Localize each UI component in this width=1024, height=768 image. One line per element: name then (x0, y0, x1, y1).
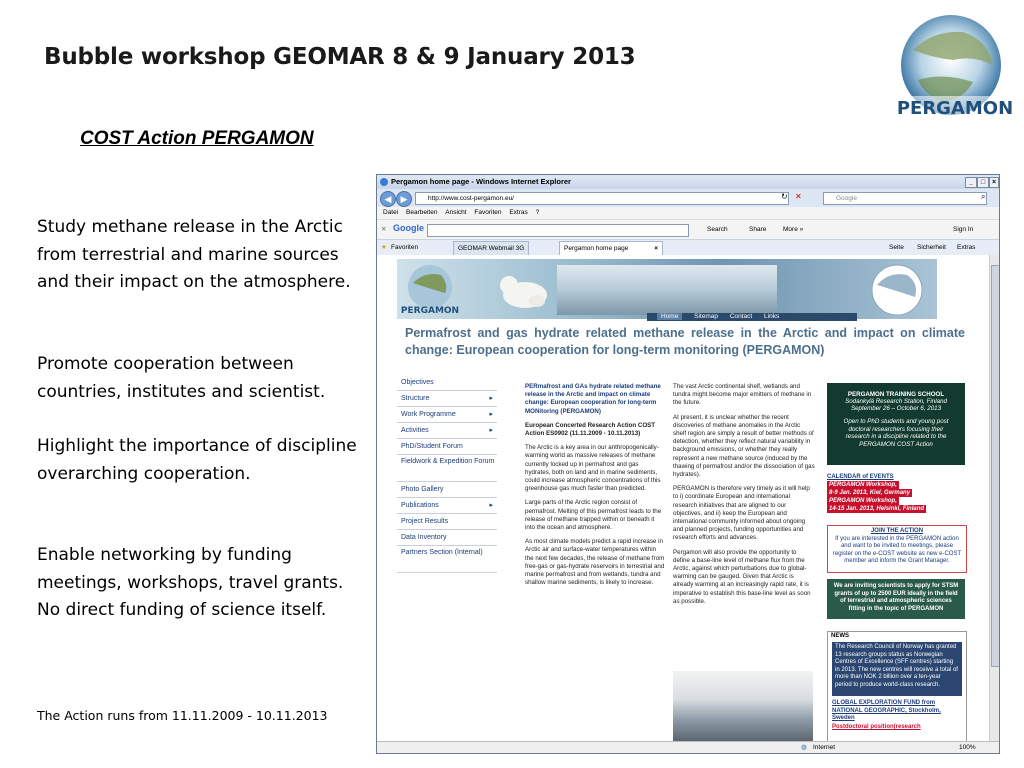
menu-favorites[interactable]: Favoriten (474, 209, 502, 216)
tab-pergamon-home[interactable] (559, 241, 663, 255)
event-badge[interactable]: 14-15 Jan. 2013, Helsinki, Finland (829, 506, 925, 512)
nav-contact[interactable]: Contact (729, 313, 753, 320)
training-school-box[interactable] (827, 383, 965, 465)
tab-label: Pergamon home page (564, 245, 629, 252)
sign-in-link[interactable]: Sign In (953, 226, 974, 233)
favorites-button[interactable]: Favoriten (391, 244, 419, 251)
nav-links[interactable]: Links (764, 313, 780, 320)
left-nav-data-inventory[interactable]: Data Inventory (397, 530, 497, 546)
google-search-input[interactable] (427, 224, 689, 237)
training-title: PERGAMON TRAINING SCHOOL (847, 391, 945, 398)
site-banner (397, 259, 937, 319)
cmd-page[interactable]: Seite (889, 244, 904, 251)
cmd-security[interactable]: Sicherheit (917, 244, 946, 251)
glacier-image (557, 265, 777, 315)
body-paragraph: At present, it is unclear whether the recent discoveries of methane anomalies in the Arctic shelf region are simply a result of better methods of detection, whether they reflect natural variability in background emissions, or whether they really represent a new methane source (induced by the thawing of permafrost and/or the dissociation of gas hydrates). (673, 413, 815, 479)
tab-geomar-webmail[interactable]: GEOMAR Webmail 3G (453, 241, 529, 255)
close-window-button[interactable]: × (989, 177, 999, 188)
body-paragraph: As most climate models predict a rapid increase in Arctic air and surface-water temperatures within the next few decades, the release of methane from free-gas or gas-hydrate reservoirs in terrestrial and marine permafrost and from wetlands, tundra and shallow marine sediments, is likely to increase. (525, 538, 665, 587)
left-nav-partners[interactable]: Partners Section (Internal) (397, 546, 497, 573)
menu-tools[interactable]: Extras (509, 209, 528, 216)
training-dates: September 26 – October 6, 2013 (850, 405, 942, 412)
forward-button[interactable]: ▶ (396, 191, 412, 207)
refresh-icon[interactable]: ↻ (781, 192, 788, 201)
pergamon-logo (893, 10, 1015, 128)
address-bar (377, 189, 999, 207)
body-paragraph: The vast Arctic continental shelf, wetlands and tundra might become major emitters of methane in the future. (673, 383, 812, 407)
body-paragraph: Pergamon will also provide the opportunity to define a base-line level of methane flux from the Arctic, against which perturbations due to global-warming can be gauged. Given that Arctic is already warming at an increasingly rapid rate, it is imperative to establish this base-line level as soon as possible. (673, 548, 811, 605)
pergamon-site-logo[interactable] (401, 263, 459, 317)
chevron-right-icon: ▸ (489, 502, 493, 509)
left-nav-phd-forum[interactable]: PhD/Student Forum (397, 439, 497, 455)
close-toolbar-icon[interactable]: ✕ (381, 226, 387, 233)
arctic-globe-image (867, 263, 927, 317)
left-nav-activities[interactable]: Activities ▸ (397, 423, 497, 439)
arctic-birds-photo (673, 671, 813, 741)
chevron-right-icon: ▸ (489, 427, 493, 434)
window-title: Pergamon home page - Windows Internet Explorer (391, 177, 571, 186)
polar-bear-image (495, 265, 555, 315)
cmd-tools[interactable]: Extras (957, 244, 976, 251)
stsm-invite-box[interactable] (827, 579, 965, 619)
body-paragraph: The Arctic is a key area in our anthropogenically-warming world as massive releases of methane currently locked up in permafrost and gas hydrates, both on land and in marine sediments, could increase atmospheric concentrations of this greenhouse gas much faster than predicted. (525, 444, 661, 493)
calendar-link[interactable]: CALENDAR of EVENTS (827, 474, 894, 480)
news-item[interactable]: The Research Council of Norway has granted 13 research groups status as Norwegian Centres of Excellence (SFF centres) starting in 2013. The new centres will receive a total of more than NOK 2 billion over a ten-year period to produce world-class research. (832, 642, 962, 696)
google-toolbar (377, 219, 999, 240)
svg-text:PERGAMON: PERGAMON (401, 306, 459, 316)
news-box (827, 631, 967, 742)
join-the-action-box (827, 525, 967, 573)
vertical-scrollbar[interactable] (989, 255, 1000, 742)
left-nav-project-results[interactable]: Project Results (397, 514, 497, 530)
menu-view[interactable]: Ansicht (445, 209, 467, 216)
intro-text: PERmafrost and GAs hydrate related methane release in the Arctic and impact on climate change: European cooperation for long-term MONitoring (PERGAMON) (525, 383, 661, 415)
star-icon: ★ (381, 244, 387, 251)
menu-bar (377, 207, 999, 219)
window-titlebar (377, 175, 999, 189)
slide-title: Bubble workshop GEOMAR 8 & 9 January 2013 (44, 44, 636, 70)
page-viewport (377, 255, 989, 742)
body-paragraph: Large parts of the Arctic region consist of permafrost. Melting of this permafrost leads to the release of methane trapped within or beneath it into the ocean and atmosphere. (525, 499, 662, 532)
training-place: Sodankylä Research Station, Finland (845, 398, 947, 405)
share-button[interactable]: Share (749, 226, 767, 233)
search-icon[interactable]: ⌕ (981, 192, 986, 201)
menu-file[interactable]: Datei (383, 209, 399, 216)
objective-paragraph: Enable networking by funding meetings, workshops, travel grants. No direct funding of science itself. (37, 545, 344, 620)
left-nav-fieldwork[interactable]: Fieldwork & Expedition Forum (397, 455, 497, 482)
objective-paragraph: Study methane release in the Arctic from terrestrial and marine sources and their impact on the atmosphere. (37, 217, 351, 292)
favorites-bar (377, 239, 999, 256)
join-text: If you are interested in the PERGAMON action and want to be invited to meetings, please register on the e-COST website as new e-COST member and inform the Grant Manager. (832, 535, 962, 564)
chevron-right-icon: ▸ (489, 395, 493, 402)
action-period-note: The Action runs from 11.11.2009 - 10.11.2013 (37, 708, 328, 723)
event-badge[interactable]: PERGAMON Workshop, (829, 482, 897, 488)
event-badge[interactable]: PERGAMON Workshop, (829, 498, 897, 504)
left-nav-photo-gallery[interactable]: Photo Gallery (397, 482, 497, 498)
site-top-nav (647, 313, 857, 321)
maximize-button[interactable]: □ (977, 177, 989, 188)
objective-paragraph: Promote cooperation between countries, institutes and scientist. (37, 354, 326, 402)
more-button[interactable]: More » (783, 226, 804, 233)
news-link[interactable]: Postdoctoral position(research (832, 724, 921, 730)
news-title: NEWS (831, 633, 849, 639)
close-tab-icon[interactable]: × (654, 245, 658, 252)
zone-label: Internet (813, 744, 836, 751)
google-brand: Google (393, 223, 424, 233)
objective-paragraph: Highlight the importance of discipline overarching cooperation. (37, 436, 357, 484)
left-nav-publications[interactable]: Publications ▸ (397, 498, 497, 514)
calendar-of-events (827, 473, 965, 513)
menu-edit[interactable]: Bearbeiten (406, 209, 438, 216)
nav-home[interactable]: Home (657, 313, 682, 320)
news-link[interactable]: GLOBAL EXPLORATION FUND from NATIONAL GEOGRAPHIC, Stockholm, Sweden (832, 700, 941, 721)
invite-text: We are inviting scientists to apply for STSM grants of up to 2500 EUR ideally in the field of terrestrial and atmospheric sciences fitting in the topic of PERGAMON (833, 583, 959, 612)
google-search-button[interactable]: Search (707, 226, 728, 233)
menu-help[interactable]: ? (535, 209, 540, 216)
globe-icon: ◍ (801, 744, 807, 751)
status-bar (377, 741, 999, 754)
back-button[interactable]: ◀ (380, 191, 396, 207)
chevron-right-icon: ▸ (489, 411, 493, 418)
content-column-2 (673, 383, 815, 612)
ie-icon (380, 178, 388, 186)
training-text: Open to PhD students and young post doctoral researchers focusing their research in a discipline related to the PERGAMON COST Action (843, 418, 949, 448)
zoom-level[interactable]: 100% (959, 744, 976, 751)
content-column-1 (525, 383, 665, 593)
nav-sitemap[interactable]: Sitemap (694, 313, 719, 320)
left-nav-structure[interactable]: Structure ▸ (397, 391, 497, 407)
minimize-button[interactable]: _ (965, 177, 977, 188)
page-headline: Permafrost and gas hydrate related methane release in the Arctic and impact on climate change: European cooperation for long-term monitoring (PERGAMON) (405, 326, 965, 357)
logo-wordmark: PERGAMON (896, 98, 1014, 119)
url-input[interactable]: http://www.cost-pergamon.eu/ (415, 192, 789, 205)
section-heading: COST Action PERGAMON (80, 128, 314, 149)
stop-icon[interactable]: ✕ (795, 192, 802, 201)
event-badge[interactable]: 8-9 Jan. 2013, Kiel, Germany (829, 490, 911, 496)
left-nav-objectives[interactable]: Objectives (397, 375, 497, 391)
search-input[interactable]: Google (823, 192, 987, 205)
join-title[interactable]: JOIN THE ACTION (870, 528, 924, 534)
action-id-text: European Concerted Research Action COST Action ES0902 (11.11.2009 - 10.11.2013) (525, 421, 656, 438)
scrollbar-thumb[interactable] (991, 265, 1000, 667)
site-left-nav (397, 375, 497, 573)
browser-window (376, 174, 1000, 754)
left-nav-work-programme[interactable]: Work Programme ▸ (397, 407, 497, 423)
body-paragraph: PERGAMON is therefore very timely as it will help to i) coordinate European and international research initiatives that are aligned to our objectives, and ii) keep the European and international community informed about ongoing and planned projects, funding opportunities and research efforts and advances. (673, 485, 810, 542)
